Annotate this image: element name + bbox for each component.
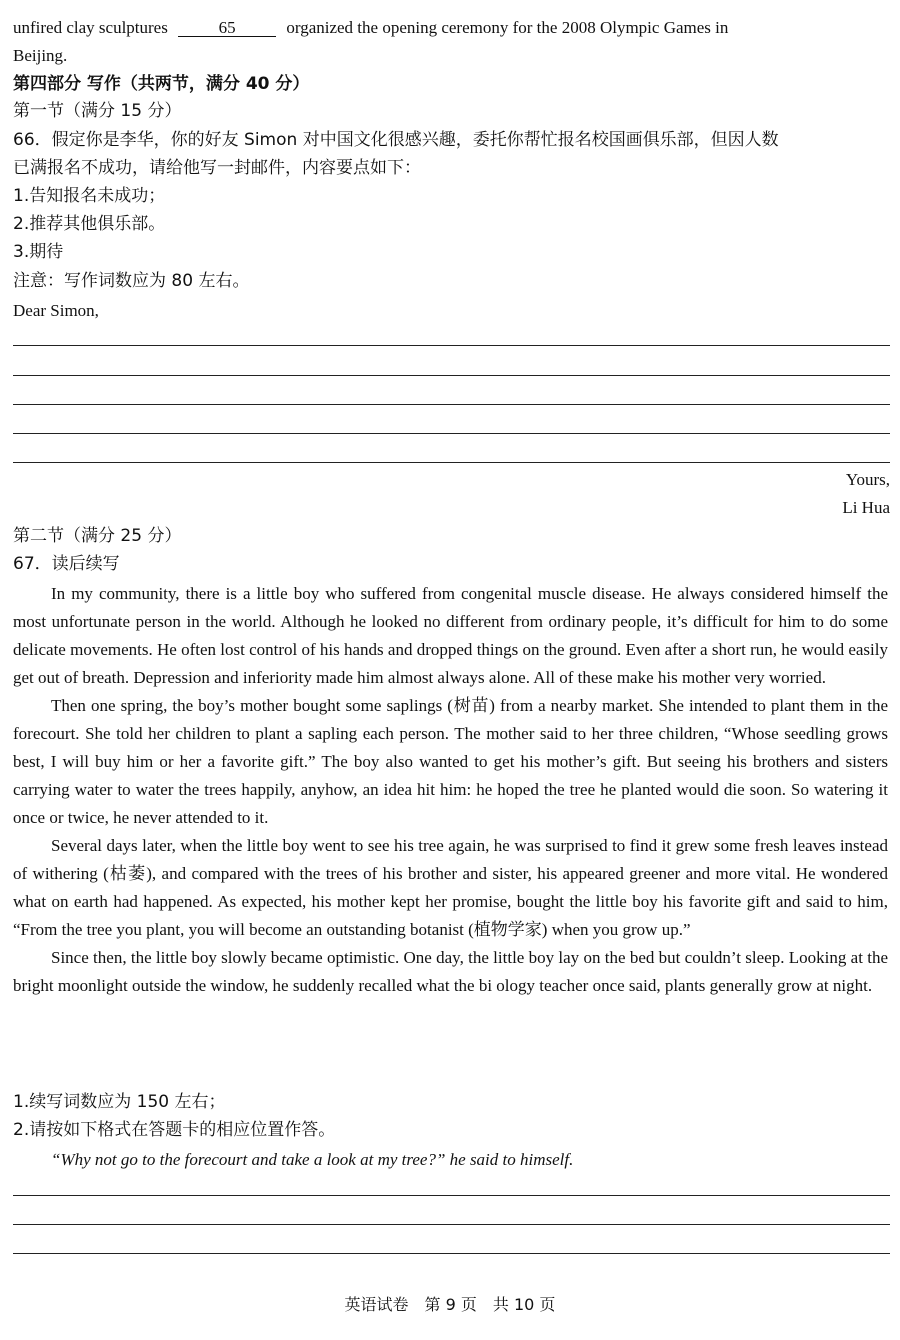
writing-line <box>13 404 890 405</box>
writing-line <box>13 375 890 376</box>
sentence-end: organized the opening ceremony for the 2008 Olympic Games in <box>286 18 729 37</box>
reading-passage <box>13 580 888 1000</box>
answer-blank-65: 65 <box>178 20 276 37</box>
question-66-line1: 66．假定你是李华，你的好友 Simon 对中国文化很感兴趣，委托你帮忙报名校国画俱乐部，但因人数 <box>13 130 779 150</box>
point-3: 3.期待 <box>13 242 64 262</box>
passage-paragraph: In my community, there is a little boy who suffered from congenital muscle disease. He always considered himself the most unfortunate person in the world. Although he looked no different from ordinary people, it’s difficult for him to do some delicate movements. He often lost control of his hands and dropped things on the ground. Even after a short run, he would easily get out of breath. Depression and inferiority made him almost always alone. All of these make his mother very worried. <box>13 584 888 687</box>
closing: Yours, <box>845 470 890 489</box>
part4-heading: 第四部分 写作（共两节，满分 40 分） <box>13 74 310 94</box>
page-footer: 英语试卷 第 9 页 共 10 页 <box>344 1295 556 1314</box>
writing-line <box>13 1195 890 1196</box>
section1-heading: 第一节（满分 15 分） <box>13 101 182 121</box>
writing-line <box>13 462 890 463</box>
passage-paragraph: Then one spring, the boy’s mother bought some saplings (树苗) from a nearby market. She intended to plant them in the forecourt. She told her children to plant a sapling each person. The mother said to her three children, “Whose seedling grows best, I will buy him or her a favorite gift.” The boy also wanted to get his mother’s gift. But seeing his brothers and sisters carrying water to water the trees happily, anyhow, an idea hit him: he hoped the tree he planted would die soon. So watering it once or twice, he never attended to it. <box>13 696 888 827</box>
previous-question-tail <box>13 18 890 38</box>
point-1: 1.告知报名未成功； <box>13 186 166 206</box>
passage-paragraph: Several days later, when the little boy went to see his tree again, he was surprised to find it grew some fresh leaves instead of withering (枯萎), and compared with the trees of his brother and sister, his appeared greener and more vital. He wondered what on earth had happened. As expected, his mother kept her promise, bought the little boy his favorite gift and said to him, “From the tree you plant, you will become an outstanding botanist (植物学家) when you grow up.” <box>13 836 888 939</box>
continuation-prompt: “Why not go to the forecourt and take a look at my tree?” he said to himself. <box>51 1150 574 1169</box>
requirement-1: 1.续写词数应为 150 左右； <box>13 1092 226 1112</box>
salutation: Dear Simon, <box>13 301 99 320</box>
writing-line <box>13 1253 890 1254</box>
requirement-2: 2.请按如下格式在答题卡的相应位置作答。 <box>13 1120 336 1140</box>
signature: Li Hua <box>842 498 890 517</box>
writing-line <box>13 1224 890 1225</box>
writing-line <box>13 345 890 346</box>
sentence-start: unfired clay sculptures <box>13 18 168 37</box>
writing-line <box>13 433 890 434</box>
passage-paragraph: Since then, the little boy slowly became optimistic. One day, the little boy lay on the bed but couldn’t sleep. Looking at the bright moonlight outside the window, he suddenly recalled what the bi ology teacher once said, plants generally grow at night. <box>13 948 888 995</box>
question-66-line2: 已满报名不成功，请给他写一封邮件，内容要点如下： <box>13 158 421 178</box>
sentence-continuation: Beijing. <box>13 46 68 65</box>
section2-heading: 第二节（满分 25 分） <box>13 526 182 546</box>
point-2: 2.推荐其他俱乐部。 <box>13 214 166 234</box>
question-67-title: 67．读后续写 <box>13 554 120 574</box>
word-count-note: 注意：写作词数应为 80 左右。 <box>13 271 250 291</box>
